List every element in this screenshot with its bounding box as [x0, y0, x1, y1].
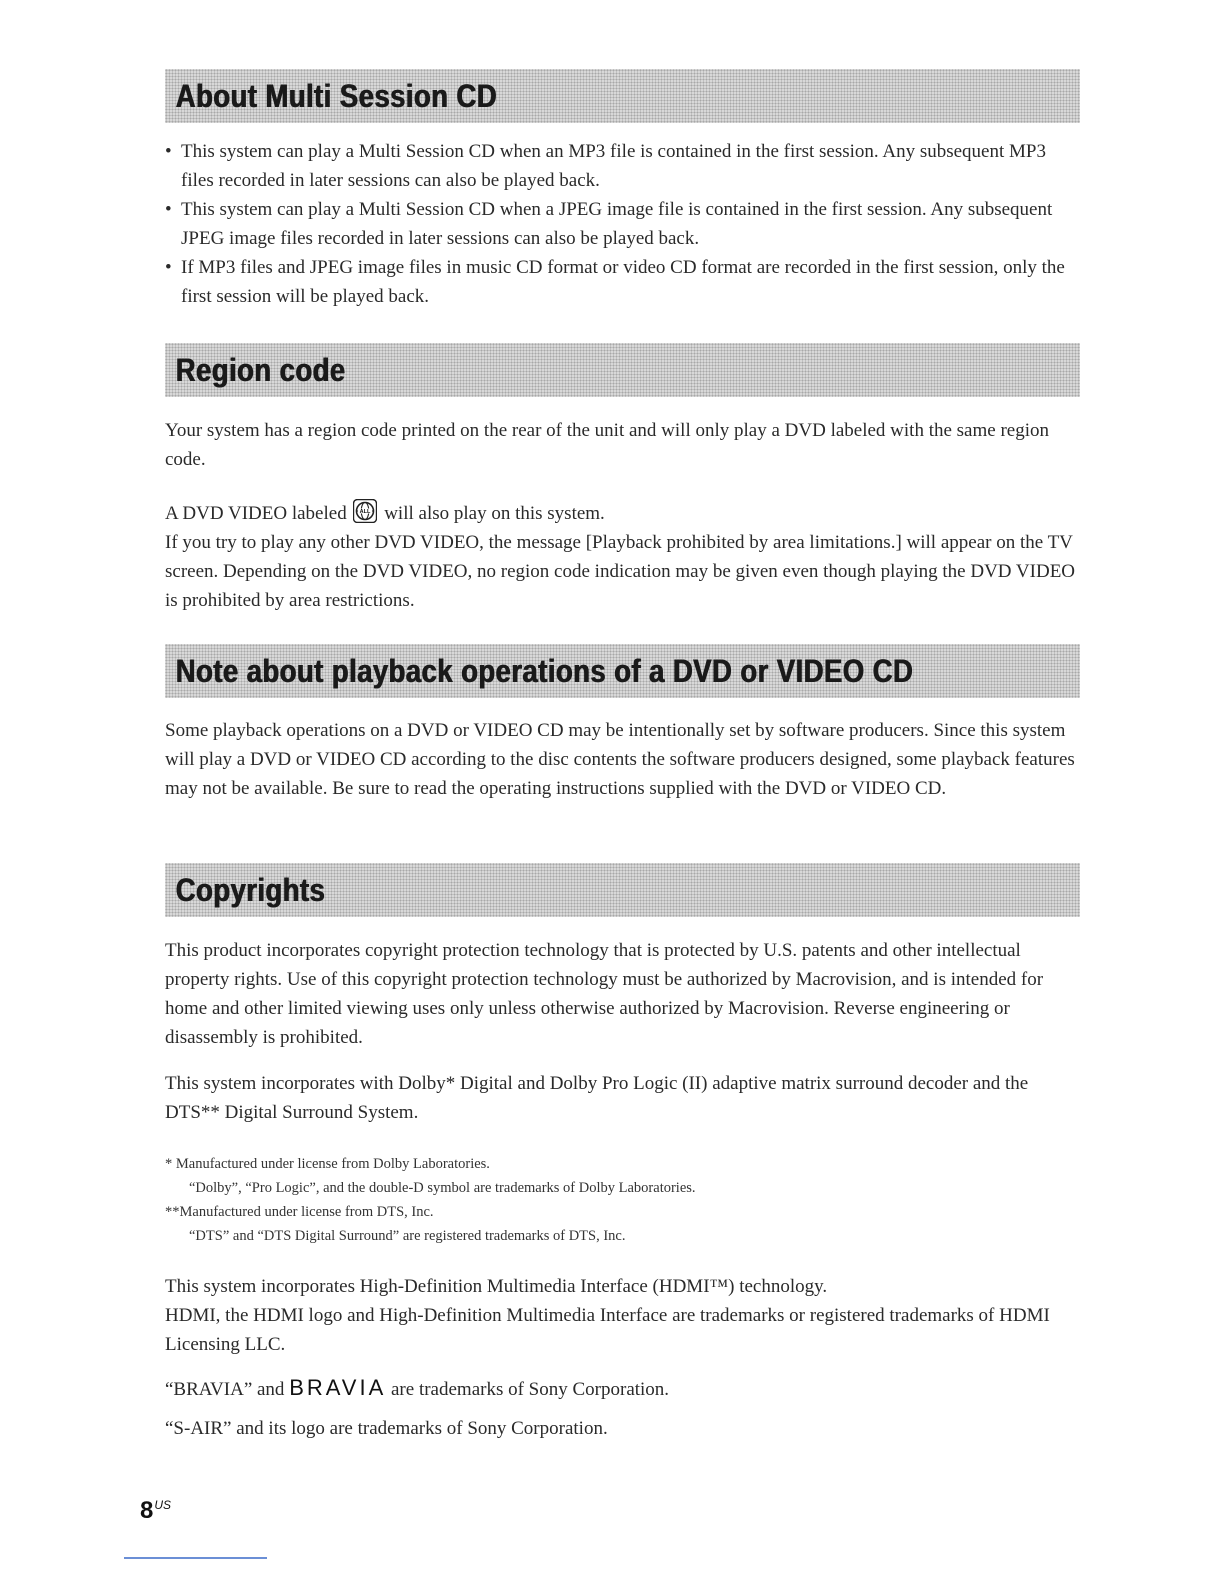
bravia-trademark-paragraph: [165, 1373, 1080, 1404]
hdmi-trademark-paragraph: HDMI, the HDMI logo and High-Definition Multimedia Interface are trademarks or registered trademarks of HDMI Licensing LLC.: [165, 1305, 1050, 1355]
section-title: Copyrights: [175, 871, 325, 908]
bravia-logo: BRAVIA: [289, 1375, 387, 1400]
footnote-dolby-license: * Manufactured under license from Dolby Laboratories.: [165, 1156, 490, 1172]
region-all-text-after: will also play on this system.: [384, 503, 605, 524]
section-header-playback-note: [165, 644, 1080, 698]
bullet-item: • If MP3 files and JPEG image files in music CD format or video CD format are recorded in the first session, only the first session will be played back.: [165, 253, 1080, 311]
region-code-paragraph: Your system has a region code printed on the rear of the unit and will only play a DVD labeled with the same region code.: [165, 420, 1049, 470]
page-number-value: 8: [140, 1497, 154, 1524]
region-restriction-paragraph: If you try to play any other DVD VIDEO, the message [Playback prohibited by area limitations.] will appear on the TV screen. Depending on the DVD VIDEO, no region code indication may be given even though playing the DVD VIDEO is prohibited by area restrictions.: [165, 532, 1076, 611]
region-all-logo-text: ALL: [360, 509, 371, 515]
section-title: Region code: [175, 351, 346, 388]
region-all-paragraph: [165, 499, 1080, 528]
footnote-dolby-trademarks: “Dolby”, “Pro Logic”, and the double-D symbol are trademarks of Dolby Laboratories.: [189, 1180, 696, 1196]
section-header-multi-session: [165, 69, 1080, 123]
footnote-dts-license: **Manufactured under license from DTS, Inc.: [165, 1204, 434, 1220]
section-title: Note about playback operations of a DVD or VIDEO CD: [175, 652, 913, 689]
bottom-rule: [124, 1557, 267, 1559]
section-title: About Multi Session CD: [175, 77, 497, 114]
copyright-protection-paragraph: This product incorporates copyright protection technology that is protected by U.S. patents and other intellectual property rights. Use of this copyright protection technology must be authorized by Macrovision, and is intended for home and other limited viewing uses only unless otherwise authorized by Macrovision. Reverse engineering or disassembly is prohibited.: [165, 940, 1044, 1048]
bravia-text-before: “BRAVIA” and: [165, 1379, 285, 1400]
bullet-item: • This system can play a Multi Session CD when an MP3 file is contained in the first session. Any subsequent MP3 files recorded in later sessions can also be played back.: [165, 137, 1080, 195]
section-header-copyrights: [165, 863, 1080, 917]
page-number: [140, 1497, 171, 1525]
trademark-footnotes: [165, 1152, 1080, 1248]
region-all-globe-icon: [353, 499, 377, 523]
hdmi-technology-paragraph: This system incorporates High-Definition Multimedia Interface (HDMI™) technology.: [165, 1276, 828, 1297]
section-header-region-code: [165, 343, 1080, 397]
bullet-item: • This system can play a Multi Session CD when a JPEG image file is contained in the first session. Any subsequent JPEG image files recorded in later sessions can also be played back.: [165, 195, 1080, 253]
region-all-text-before: A DVD VIDEO labeled: [165, 503, 347, 524]
page-number-suffix: US: [154, 1498, 172, 1512]
footnote-dts-trademarks: “DTS” and “DTS Digital Surround” are registered trademarks of DTS, Inc.: [189, 1228, 626, 1244]
s-air-trademark-paragraph: “S-AIR” and its logo are trademarks of Sony Corporation.: [165, 1418, 608, 1439]
bravia-text-after: are trademarks of Sony Corporation.: [391, 1379, 670, 1400]
playback-note-paragraph: Some playback operations on a DVD or VIDEO CD may be intentionally set by software producers. Since this system will play a DVD or VIDEO CD according to the disc contents the software producers designed, some playback features may not be available. Be sure to read the operating instructions supplied with the DVD or VIDEO CD.: [165, 720, 1075, 799]
multi-session-bullet-list: [165, 137, 1080, 311]
dolby-dts-paragraph: This system incorporates with Dolby* Digital and Dolby Pro Logic (II) adaptive matrix surround decoder and the DTS** Digital Surround System.: [165, 1073, 1029, 1123]
